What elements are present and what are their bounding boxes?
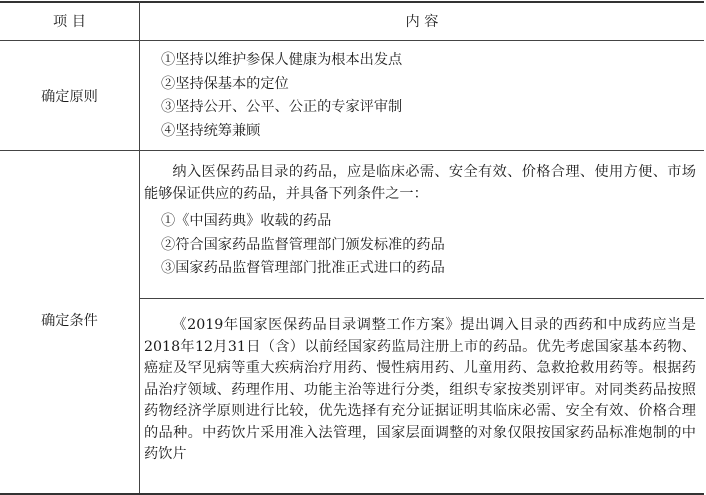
row-divider [0, 150, 704, 151]
list-item: ①坚持以维护参保人健康为根本出发点 [161, 52, 403, 68]
conditions-label: 确定条件 [41, 313, 98, 329]
conditions-list [161, 210, 445, 281]
principles-label: 确定原则 [41, 89, 98, 105]
column-divider [139, 1, 140, 493]
header-content: 内 容 [405, 14, 439, 30]
list-item: ③国家药品监督管理部门批准正式进口的药品 [161, 260, 445, 276]
header-divider [0, 40, 704, 41]
list-item: ②坚持保基本的定位 [161, 75, 289, 92]
subrow-divider [139, 298, 704, 299]
list-item: ④坚持统筹兼顾 [161, 122, 261, 139]
header-item: 项 目 [53, 14, 86, 30]
list-item: ③坚持公开、公平、公正的专家评审制 [161, 99, 403, 115]
principles-list [161, 49, 402, 143]
list-item: ①《中国药典》收载的药品 [161, 213, 332, 229]
conditions-intro: 纳入医保药品目录的药品，应是临床必需、安全有效、价格合理、使用方便、市场能够保证供应的药品，并具备下列条件之一： [144, 164, 696, 202]
list-item: ②符合国家药品监督管理部门颁发标准的药品 [161, 236, 445, 253]
conditions-plan: 《2019年国家医保药品目录调整工作方案》提出调入目录的西药和中成药应当是2018年12月31日（含）以前经国家药监局注册上市的药品。优先考虑国家基本药物、癌症及罕见病等重大疾病治疗用药、慢性病用药、儿童用药、急救抢救用药等。根据药品治疗领域、药理作用、功能主治等进行分类，组织专家按类别评审。对同类药品按照药物经济学原则进行比较，优先选择有充分证据证明其临床必需、安全有效、价格合理的品种。中药饮片采用准入法管理，国家层面调整的对象仅限按国家药品标准炮制的中药饮片 [144, 317, 696, 462]
